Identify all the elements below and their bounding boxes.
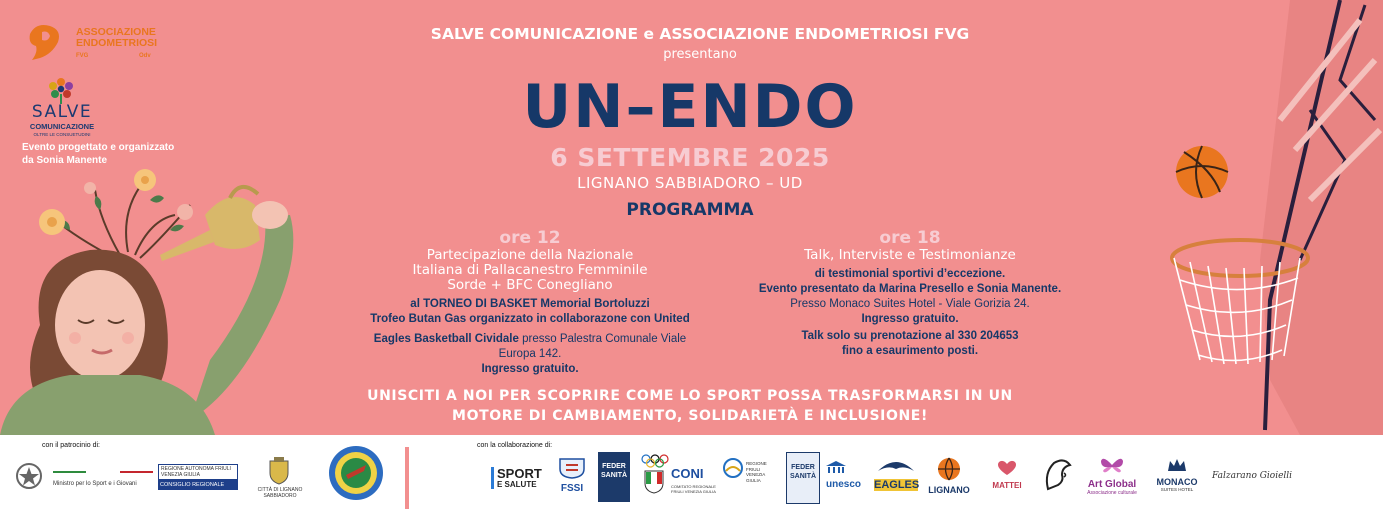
event-title: UN–ENDO bbox=[522, 72, 858, 142]
art-global-sub: Associazione culturale bbox=[1087, 490, 1137, 496]
fssi-crest-icon bbox=[556, 457, 588, 479]
lignano-crest-icon bbox=[268, 457, 290, 485]
noon-head-line-1: Partecipazione della Nazionale bbox=[426, 247, 634, 263]
noon-line-3-rest: presso Palestra Comunale Viale bbox=[518, 333, 687, 345]
join-message bbox=[300, 386, 1080, 426]
basketball-club-icon bbox=[932, 457, 966, 481]
federation-badge-icon bbox=[328, 445, 384, 501]
monaco-logo bbox=[1148, 457, 1206, 493]
evening-line-2: Evento presentato da Marina Presello e Sonia Manente. bbox=[758, 283, 1062, 295]
lignano-club-text: LIGNANO bbox=[928, 485, 970, 495]
basketball-icon bbox=[1176, 146, 1228, 198]
butterfly-icon bbox=[1099, 455, 1125, 475]
sport-salute-word-1: SPORT bbox=[497, 466, 542, 481]
basketball-hoop-illustration bbox=[1160, 0, 1383, 435]
monaco-sub: SUITES HOTEL bbox=[1160, 487, 1194, 492]
evening-time: ore 18 bbox=[879, 228, 941, 248]
regione-top-text: REGIONE AUTONOMA FRIULI VENEZIA GIULIA bbox=[158, 464, 238, 480]
sport-e-salute-logo bbox=[491, 467, 542, 489]
noon-time: ore 12 bbox=[499, 228, 561, 248]
falzarano-logo: Falzarano Gioielli bbox=[1212, 471, 1293, 481]
mattei-heart-icon bbox=[993, 459, 1021, 477]
regione-fvg-emblem-icon bbox=[722, 457, 744, 481]
ministero-logo bbox=[53, 471, 153, 487]
italian-republic-emblem-icon bbox=[14, 460, 44, 494]
lignano-city-text: CITTÀ DI LIGNANO SABBIADORO bbox=[257, 487, 303, 499]
evening-line-3: Presso Monaco Suites Hotel - Viale Gorizia 24. bbox=[790, 298, 1030, 310]
eagles-logo bbox=[874, 457, 918, 491]
presenters: SALVE COMUNICAZIONE e ASSOCIAZIONE ENDOMETRIOSI FVG bbox=[430, 25, 970, 43]
collaborazione-label: con la collaborazione di: bbox=[477, 442, 553, 449]
noon-line-3-bold: Eagles Basketball Cividale bbox=[373, 333, 519, 345]
unesco-logo bbox=[826, 460, 866, 490]
unesco-text: unesco bbox=[826, 479, 862, 490]
evening-head: Talk, Interviste e Testimonianze bbox=[804, 247, 1016, 263]
noon-line-5: Ingresso gratuito. bbox=[481, 363, 579, 375]
lignano-club-logo bbox=[925, 457, 973, 495]
salve-name: SALVE bbox=[31, 102, 93, 122]
mattei-logo bbox=[982, 459, 1032, 490]
credit-line-2: da Sonia Manente bbox=[22, 155, 108, 166]
salve-tagline: OLTRE LE CONSUETUDINI bbox=[33, 132, 91, 137]
art-global-logo bbox=[1082, 455, 1142, 496]
sport-salute-word-2: E SALUTE bbox=[497, 480, 537, 489]
patrocinio-label: con il patrocinio di: bbox=[42, 442, 100, 449]
federsanita-logo-1 bbox=[598, 452, 630, 502]
fssi-logo bbox=[556, 457, 588, 494]
regione-bottom-text: CONSIGLIO REGIONALE bbox=[158, 480, 238, 490]
woman-illustration bbox=[0, 160, 330, 435]
salve-sub: COMUNICAZIONE bbox=[29, 122, 95, 131]
federsanita-text-1: FEDER SANITÀ bbox=[600, 463, 628, 479]
evening-line-1: di testimonial sportivi d’eccezione. bbox=[814, 268, 1006, 280]
fssi-text: FSSI bbox=[560, 483, 584, 494]
endometriosi-symbol-icon bbox=[22, 20, 74, 64]
art-global-text: Art Global bbox=[1087, 479, 1137, 490]
event-place: LIGNANO SABBIADORO – UD bbox=[577, 174, 803, 192]
noon-line-2: Trofeo Butan Gas organizzato in collaborazone con United bbox=[370, 313, 690, 325]
coni-text: CONI bbox=[671, 466, 704, 481]
sponsors-footer bbox=[0, 435, 1383, 512]
salve-flower-icon bbox=[44, 76, 78, 104]
mattei-text: MATTEI bbox=[992, 481, 1022, 490]
credit-line-1: Evento progettato e organizzato bbox=[22, 142, 175, 153]
flowers-icon bbox=[39, 169, 193, 258]
olympic-rings-icon bbox=[641, 454, 669, 468]
noon-line-1: al TORNEO DI BASKET Memorial Bortoluzzi bbox=[410, 298, 650, 310]
consiglio-regionale-logo bbox=[158, 464, 238, 490]
federsanita-logo-2 bbox=[786, 452, 820, 504]
evening-line-5: Talk solo su prenotazione al 330 204653 bbox=[801, 330, 1019, 342]
noon-head-line-2: Italiana di Pallacanestro Femminile bbox=[412, 262, 648, 278]
presentano: presentano bbox=[663, 47, 737, 62]
watering-can-icon bbox=[160, 187, 260, 261]
eagles-text: EAGLES bbox=[874, 479, 920, 491]
coni-sub-text: COMITATO REGIONALE FRIULI VENEZIA GIULIA bbox=[671, 484, 716, 494]
join-line-2: MOTORE DI CAMBIAMENTO, SOLIDARIETÀ E INCLUSIONE! bbox=[452, 408, 928, 424]
eagle-icon bbox=[876, 457, 916, 475]
program-block-evening bbox=[730, 228, 1090, 359]
federsanita-text-2: FEDER SANITÀ bbox=[789, 464, 817, 480]
evening-line-4: Ingresso gratuito. bbox=[861, 313, 959, 325]
noon-head-line-3: Sorde + BFC Conegliano bbox=[447, 277, 613, 293]
ministero-text: Ministro per lo Sport e i Giovani bbox=[53, 481, 137, 487]
endometriosi-name: ASSOCIAZIONE ENDOMETRIOSI bbox=[76, 26, 158, 49]
footer-divider bbox=[405, 447, 409, 509]
program-block-noon bbox=[340, 228, 720, 377]
evening-line-6: fino a esaurimento posti. bbox=[841, 345, 979, 357]
woman-profile-logo-icon bbox=[1040, 455, 1076, 491]
join-line-1: UNISCITI A NOI PER SCOPRIRE COME LO SPORT POSSA TRASFORMARSI IN UN bbox=[367, 388, 1013, 404]
italia-shield-icon bbox=[644, 470, 664, 494]
regione-fvg-text: REGIONE FRIULI VENEZIA GIULIA bbox=[746, 461, 767, 483]
event-date: 6 SETTEMBRE 2025 bbox=[550, 143, 830, 172]
crown-icon bbox=[1166, 457, 1188, 473]
noon-line-4: Europa 142. bbox=[498, 348, 562, 360]
endometriosi-region: FVG bbox=[76, 53, 89, 59]
programma-heading: PROGRAMMA bbox=[626, 200, 754, 220]
endometriosi-suffix: Odv bbox=[139, 53, 151, 59]
monaco-text: MONACO bbox=[1156, 477, 1198, 487]
unesco-temple-icon bbox=[826, 461, 846, 475]
